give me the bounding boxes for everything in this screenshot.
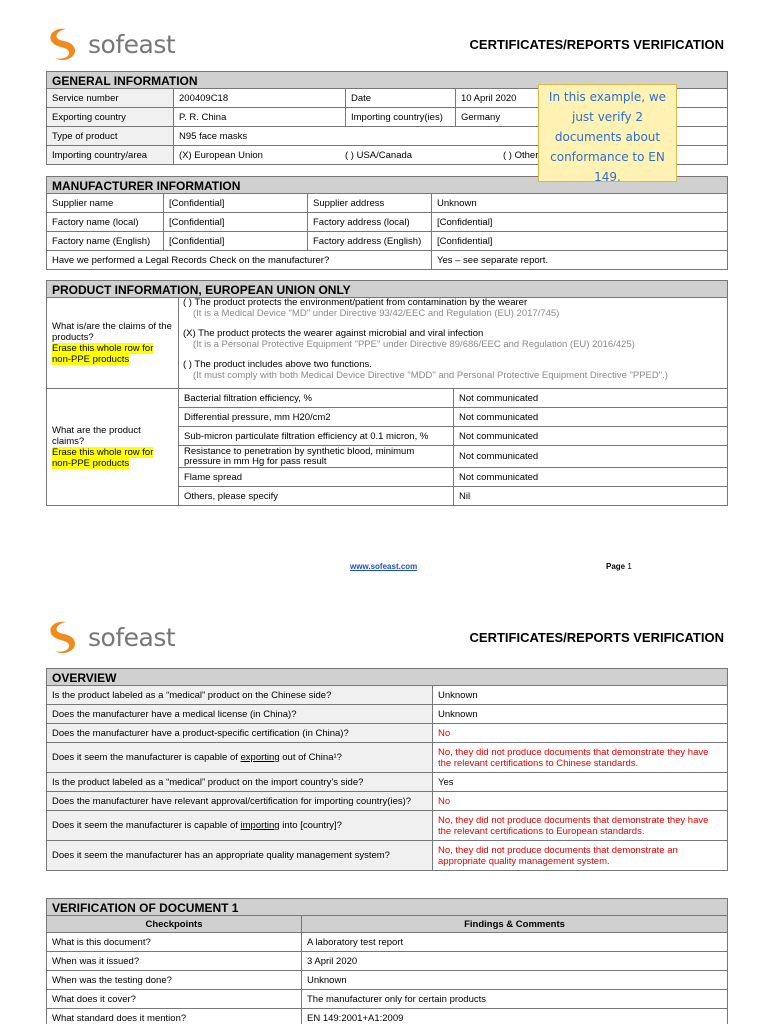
field-value: 10 April 2020 [456, 89, 728, 108]
field-value: [Confidential] [432, 232, 728, 251]
claims-options [179, 298, 728, 389]
checkpoint: When was it issued? [47, 952, 302, 971]
field-label: Factory name (English) [47, 232, 164, 251]
field-label: Supplier name [47, 194, 164, 213]
sofeast-logo [42, 619, 175, 655]
field-value: P. R. China [174, 108, 346, 127]
field-label: Factory name (local) [47, 213, 164, 232]
claim-value: Not communicated [454, 446, 728, 468]
footer-page-label: Page [606, 562, 626, 571]
claim-value: Not communicated [454, 389, 728, 408]
claim-value: Not communicated [454, 427, 728, 446]
product-claims-label: What are the product claims? [52, 425, 141, 447]
claim-name: Others, please specify [179, 487, 454, 506]
field-label: Type of product [47, 127, 174, 146]
footer-website-link[interactable]: www.sofeast.com [350, 562, 418, 571]
overview-question: Is the product labeled as a “medical” product on the Chinese side? [47, 686, 433, 705]
overview-answer: No [433, 792, 728, 811]
checkpoint: What does it cover? [47, 990, 302, 1009]
section-header: PRODUCT INFORMATION, EUROPEAN UNION ONLY [47, 281, 728, 298]
section-header: OVERVIEW [47, 669, 728, 686]
field-label: Exporting country [47, 108, 174, 127]
section-header: MANUFACTURER INFORMATION [47, 177, 728, 194]
claim-name: Flame spread [179, 468, 454, 487]
finding: Unknown [302, 971, 728, 990]
finding: 3 April 2020 [302, 952, 728, 971]
brand-name: sofeast [88, 622, 176, 652]
overview-answer: Unknown [433, 686, 728, 705]
claim-name: Resistance to penetration by synthetic blood, minimum pressure in mm Hg for pass result [179, 446, 454, 468]
overview-question: Does the manufacturer have relevant approval/certification for importing country(ies)? [47, 792, 433, 811]
page-title: CERTIFICATES/REPORTS VERIFICATION [469, 37, 724, 52]
claim-option-md: ( ) The product protects the environment/patient from contamination by the wearer [183, 297, 528, 308]
field-label: Supplier address [308, 194, 432, 213]
field-value: 200409C18 [174, 89, 346, 108]
verification-table [46, 898, 728, 1024]
field-value: Germany [456, 108, 728, 127]
claims-note: Erase this whole row for non-PPE products [52, 343, 154, 365]
field-label: Service number [47, 89, 174, 108]
overview-answer: No, they did not produce documents that demonstrate they have the relevant certifications to European standards. [433, 811, 728, 841]
example-callout: In this example, we just verify 2 documents about conformance to EN 149. [538, 84, 677, 182]
overview-answer: Unknown [433, 705, 728, 724]
overview-table [46, 668, 728, 871]
sofeast-logo [42, 26, 175, 62]
sofeast-logo-icon [42, 26, 82, 62]
overview-question: Does the manufacturer have a medical license (in China)? [47, 705, 433, 724]
checkpoint: When was the testing done? [47, 971, 302, 990]
field-label: Importing country(ies) [346, 108, 456, 127]
field-value: [Confidential] [432, 213, 728, 232]
legal-check-answer: Yes – see separate report. [432, 251, 728, 270]
brand-name: sofeast [88, 29, 176, 59]
claim-name: Sub-micron particulate filtration efficiency at 0.1 micron, % [179, 427, 454, 446]
area-option-usa: ( ) USA/Canada [345, 149, 413, 161]
checkpoint: What is this document? [47, 933, 302, 952]
field-label: Factory address (local) [308, 213, 432, 232]
finding: The manufacturer only for certain products [302, 990, 728, 1009]
field-label: Importing country/area [47, 146, 174, 165]
finding: A laboratory test report [302, 933, 728, 952]
overview-answer: No, they did not produce documents that demonstrate they have the relevant certifications to Chinese standards. [433, 743, 728, 773]
finding: EN 149:2001+A1:2009 [302, 1009, 728, 1024]
claims-label-cell [47, 298, 179, 389]
product-claims-note: Erase this whole row for non-PPE products [52, 447, 154, 469]
field-value: N95 face masks [174, 127, 728, 146]
claims-label: What is/are the claims of the products? [52, 321, 172, 343]
overview-question: Does it seem the manufacturer has an appropriate quality management system? [47, 841, 433, 871]
section-header: VERIFICATION OF DOCUMENT 1 [47, 899, 728, 916]
checkpoint: What standard does it mention? [47, 1009, 302, 1024]
claim-value: Nil [454, 487, 728, 506]
column-header-findings: Findings & Comments [302, 916, 728, 933]
column-header-checkpoints: Checkpoints [47, 916, 302, 933]
field-label: Date [346, 89, 456, 108]
overview-question: Does it seem the manufacturer is capable of exporting out of China¹? [47, 743, 433, 773]
claim-option-ppe-note: (It is a Personal Protective Equipment "PPE" under Directive 89/686/EEC and Regulation (EU) 2016/425) [193, 339, 635, 350]
legal-check-question: Have we performed a Legal Records Check on the manufacturer? [47, 251, 432, 270]
claim-option-md-note: (It is a Medical Device "MD" under Directive 93/42/EEC and Regulation (EU) 2017/745) [193, 308, 560, 319]
product-information-table [46, 280, 728, 506]
overview-answer: No [433, 724, 728, 743]
product-claims-label-cell [47, 389, 179, 506]
claim-name: Bacterial filtration efficiency, % [179, 389, 454, 408]
field-value: [Confidential] [164, 213, 308, 232]
claim-option-both-note: (It must comply with both Medical Device Directive "MDD" and Personal Protective Equipment Directive "PPED".) [193, 370, 668, 381]
claim-value: Not communicated [454, 408, 728, 427]
claim-name: Differential pressure, mm H20/cm2 [179, 408, 454, 427]
overview-question: Is the product labeled as a “medical” product on the import country’s side? [47, 773, 433, 792]
area-option-eu: (X) European Union [179, 149, 263, 161]
field-value: Unknown [432, 194, 728, 213]
overview-answer: Yes [433, 773, 728, 792]
area-option-other: ( ) Other [503, 149, 539, 161]
overview-question: Does it seem the manufacturer is capable of importing into [country]? [47, 811, 433, 841]
field-value: [Confidential] [164, 232, 308, 251]
footer-page-number [606, 562, 632, 571]
field-value: [Confidential] [164, 194, 308, 213]
claim-option-both: ( ) The product includes above two functions. [183, 359, 372, 370]
overview-question: Does the manufacturer have a product-specific certification (in China)? [47, 724, 433, 743]
claim-value: Not communicated [454, 468, 728, 487]
manufacturer-information-table [46, 176, 728, 270]
field-label: Factory address (English) [308, 232, 432, 251]
footer-page-value: 1 [627, 562, 632, 571]
claim-option-ppe: (X) The product protects the wearer against microbial and viral infection [183, 328, 484, 339]
section-header: GENERAL INFORMATION [47, 72, 728, 89]
page-title: CERTIFICATES/REPORTS VERIFICATION [469, 630, 724, 645]
overview-answer: No, they did not produce documents that demonstrate an appropriate quality management system. [433, 841, 728, 871]
sofeast-logo-icon [42, 619, 82, 655]
